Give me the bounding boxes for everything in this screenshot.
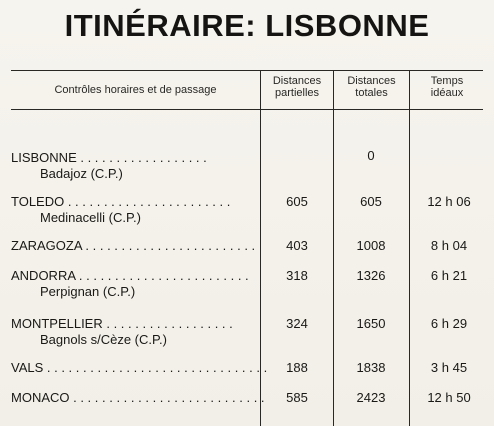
row-distance-partielle: 403 (286, 238, 308, 253)
row-city: MONACO . . . . . . . . . . . . . . . . . . . . . . . . . . . (11, 390, 265, 405)
column-divider-3 (409, 70, 410, 426)
header-temps-line1: Temps (430, 75, 464, 87)
row-city: ZARAGOZA . . . . . . . . . . . . . . . . . . . . . . . . (11, 238, 256, 253)
row-distance-partielle: 605 (286, 194, 308, 209)
row-checkpoint: Medinacelli (C.P.) (40, 210, 141, 225)
row-temps: 12 h 50 (427, 390, 471, 405)
header-partielles-line2: partielles (274, 87, 320, 99)
header-temps-line2: idéaux (430, 87, 464, 99)
row-distance-totale: 1326 (356, 268, 386, 283)
row-distance-partielle: 585 (286, 390, 308, 405)
row-distance-partielle: 318 (286, 268, 308, 283)
row-temps: 3 h 45 (430, 360, 468, 375)
row-city: TOLEDO . . . . . . . . . . . . . . . . . . . . . . . (11, 194, 231, 209)
row-distance-partielle: 324 (286, 316, 308, 331)
row-checkpoint: Bagnols s/Cèze (C.P.) (40, 332, 167, 347)
table-header-rule (11, 109, 483, 110)
row-city: MONTPELLIER . . . . . . . . . . . . . . . . . . (11, 316, 233, 331)
row-temps: 8 h 04 (430, 238, 468, 253)
header-partielles-line1: Distances (272, 75, 322, 87)
row-distance-totale: 605 (360, 194, 382, 209)
row-city: LISBONNE . . . . . . . . . . . . . . . . . . (11, 150, 207, 165)
row-distance-totale: 1008 (356, 238, 386, 253)
table-top-rule (11, 70, 483, 71)
row-city: ANDORRA . . . . . . . . . . . . . . . . . . . . . . . . (11, 268, 249, 283)
row-checkpoint: Badajoz (C.P.) (40, 166, 123, 181)
row-temps: 6 h 21 (430, 268, 468, 283)
row-temps: 12 h 06 (427, 194, 471, 209)
row-distance-totale: 1650 (356, 316, 386, 331)
row-temps: 6 h 29 (430, 316, 468, 331)
header-totales-line1: Distances (347, 75, 396, 87)
row-distance-partielle: 188 (286, 360, 308, 375)
row-city: VALS . . . . . . . . . . . . . . . . . . . . . . . . . . . . . . . (11, 360, 268, 375)
row-distance-totale: 2423 (356, 390, 386, 405)
header-controles: Contrôles horaires et de passage (54, 84, 217, 96)
header-totales-line2: totales (355, 87, 388, 99)
page-title: ITINÉRAIRE: LISBONNE (64, 8, 430, 43)
row-checkpoint: Perpignan (C.P.) (40, 284, 136, 299)
row-distance-totale: 1838 (356, 360, 386, 375)
row-distance-totale: 0 (367, 148, 375, 163)
